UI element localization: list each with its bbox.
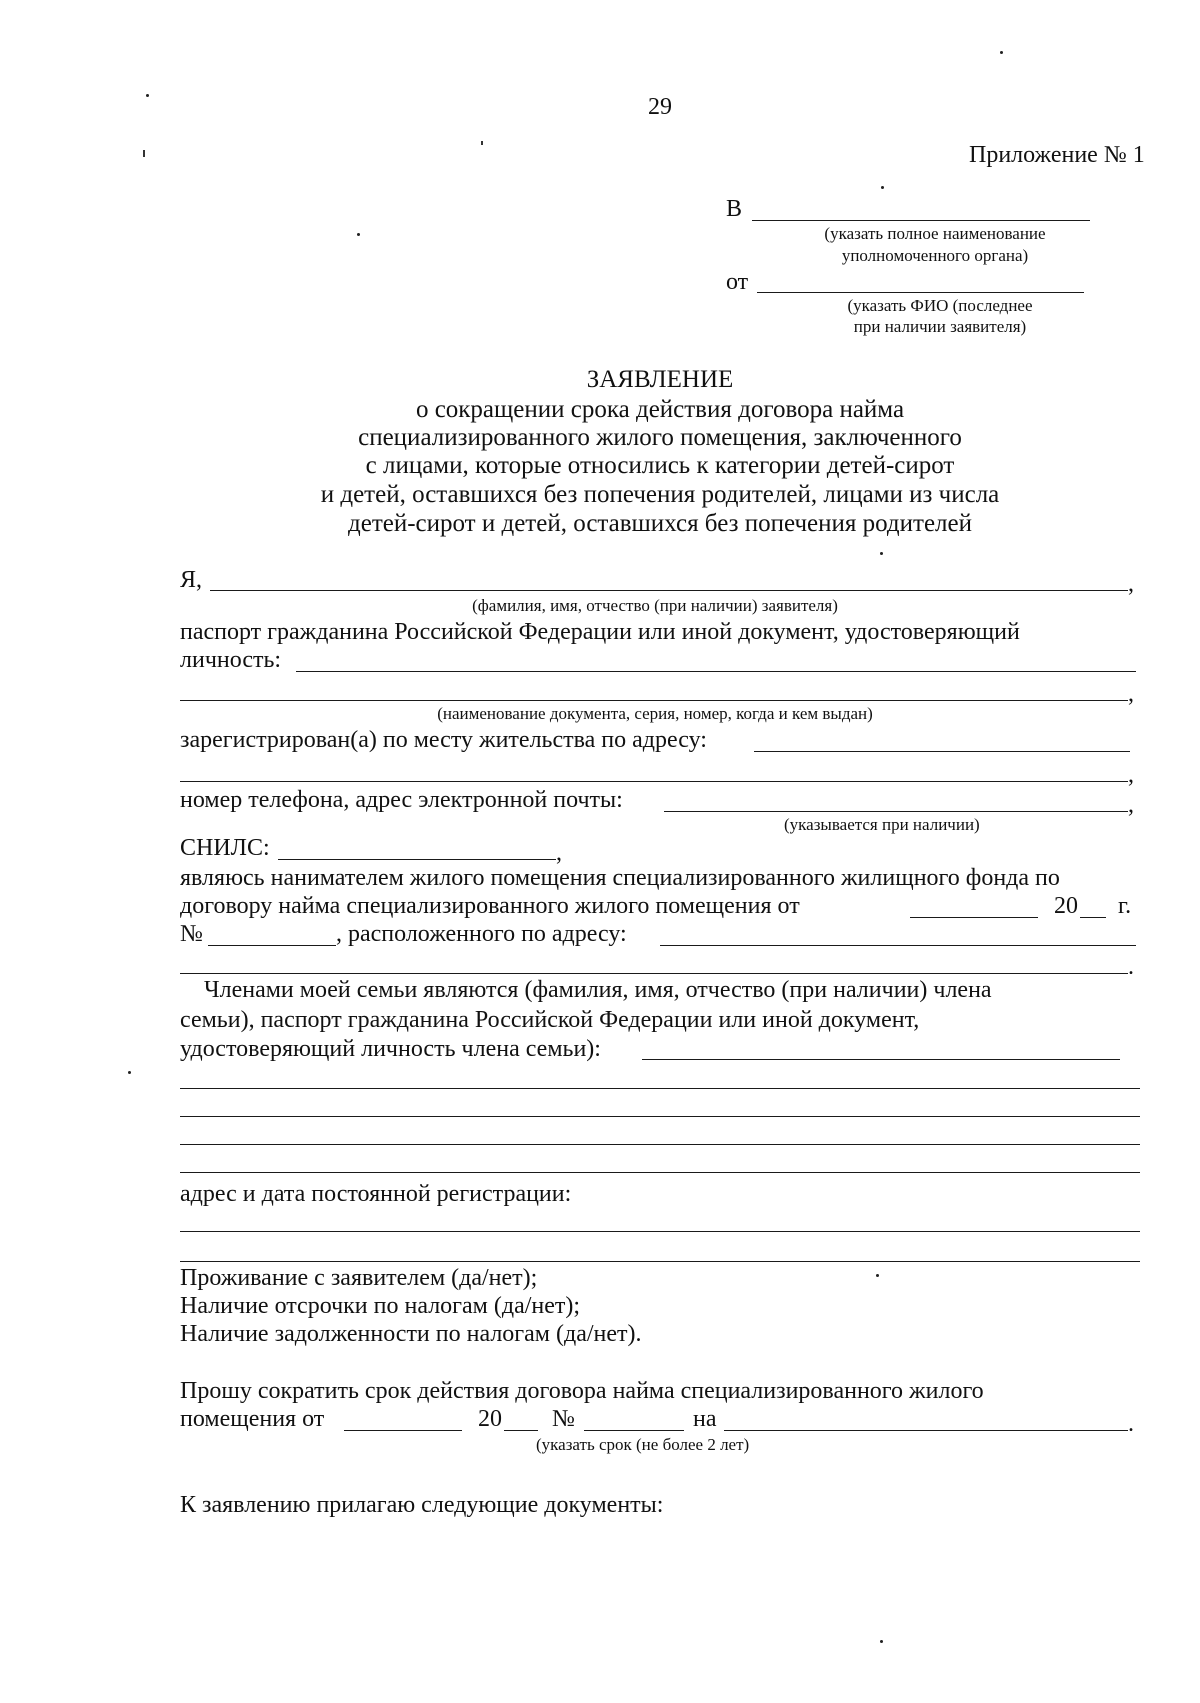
registered-label: зарегистрирован(а) по месту жительства по адресу:	[180, 727, 707, 753]
comma-4: ,	[1128, 792, 1134, 818]
family-members-line-4[interactable]	[180, 1144, 1140, 1145]
attachments-label: К заявлению прилагаю следующие документы:	[180, 1492, 664, 1518]
request-number-sign: №	[552, 1406, 575, 1432]
located-address-line-1[interactable]	[660, 945, 1136, 946]
comma-5: ,	[556, 840, 562, 866]
family-line-3: удостоверяющий личность члена семьи):	[180, 1036, 601, 1062]
request-line-1: Прошу сократить срок действия договора найма специализированного жилого	[180, 1378, 984, 1404]
contract-year-prefix: 20	[1054, 893, 1078, 919]
to-prefix: В	[726, 196, 743, 222]
comma-2: ,	[1128, 681, 1134, 707]
ya-label: Я,	[180, 567, 203, 593]
request-date-line[interactable]	[344, 1430, 462, 1431]
located-address-line-2[interactable]	[180, 973, 1128, 974]
snils-line[interactable]	[278, 859, 556, 860]
family-members-line-5[interactable]	[180, 1172, 1140, 1173]
registered-address-line-2[interactable]	[180, 781, 1128, 782]
scan-speck	[1000, 51, 1003, 54]
family-line-2: семьи), паспорт гражданина Российской Федерации или иной документ,	[180, 1007, 920, 1033]
tax-debt-line: Наличие задолженности по налогам (да/нет).	[180, 1321, 642, 1347]
registered-address-line-1[interactable]	[754, 751, 1130, 752]
phone-hint: (указывается при наличии)	[784, 815, 980, 834]
title-line-4: и детей, оставшихся без попечения родителей, лицами из числа	[320, 481, 1000, 508]
living-with-line: Проживание с заявителем (да/нет);	[180, 1265, 538, 1291]
contract-line: договору найма специализированного жилого помещения от	[180, 893, 800, 919]
document-heading: ЗАЯВЛЕНИЕ	[586, 366, 734, 393]
from-hint-1: (указать ФИО (последнее	[847, 296, 1033, 315]
phone-email-line[interactable]	[664, 811, 1128, 812]
fio-hint: (фамилия, имя, отчество (при наличии) заявителя)	[472, 596, 838, 615]
to-hint-2: уполномоченного органа)	[841, 246, 1029, 265]
from-prefix: от	[726, 269, 749, 295]
identity-doc-line-2[interactable]	[180, 700, 1128, 701]
appendix-label: Приложение № 1	[969, 142, 1145, 168]
comma-3: ,	[1128, 762, 1134, 788]
request-number-line[interactable]	[584, 1430, 684, 1431]
doc-hint: (наименование документа, серия, номер, когда и кем выдан)	[437, 704, 873, 723]
scan-speck	[146, 94, 149, 97]
identity-label: личность:	[180, 647, 282, 673]
family-members-line-3[interactable]	[180, 1116, 1140, 1117]
request-term-line[interactable]	[724, 1430, 1128, 1431]
snils-label: СНИЛС:	[180, 835, 270, 861]
title-line-5: детей-сирот и детей, оставшихся без попечения родителей	[348, 510, 972, 537]
comma-1: ,	[1128, 571, 1134, 597]
contract-year-suffix: г.	[1118, 893, 1132, 919]
from-hint-2: при наличии заявителя)	[853, 317, 1027, 336]
family-members-line-1[interactable]	[642, 1059, 1120, 1060]
scan-speck	[876, 1274, 879, 1277]
contract-number-sign: №	[180, 921, 203, 947]
term-hint: (указать срок (не более 2 лет)	[536, 1435, 750, 1454]
request-on-label: на	[693, 1406, 717, 1432]
address-reg-line-2[interactable]	[180, 1261, 1140, 1262]
identity-doc-line-1[interactable]	[296, 671, 1136, 672]
scan-speck	[357, 233, 360, 236]
scan-speck	[880, 552, 883, 555]
title-line-1: о сокращении срока действия договора найма	[415, 396, 905, 423]
address-reg-line-1[interactable]	[180, 1231, 1140, 1232]
scan-speck	[880, 1640, 883, 1643]
period-2: .	[1128, 1411, 1134, 1437]
request-line-2-prefix: помещения от	[180, 1406, 325, 1432]
scan-speck	[881, 186, 884, 189]
contract-number-line[interactable]	[208, 945, 336, 946]
contract-year-line[interactable]	[1080, 917, 1106, 918]
scan-speck	[481, 141, 483, 145]
tax-deferral-line: Наличие отсрочки по налогам (да/нет);	[180, 1293, 581, 1319]
period-1: .	[1128, 954, 1134, 980]
from-field-line[interactable]	[757, 292, 1084, 293]
request-year-line[interactable]	[504, 1430, 538, 1431]
title-line-2: специализированного жилого помещения, заключенного	[358, 424, 962, 451]
to-field-line[interactable]	[752, 220, 1090, 221]
located-label: , расположенного по адресу:	[336, 921, 627, 947]
title-line-3: с лицами, которые относились к категории детей-сирот	[365, 452, 955, 479]
passport-line: паспорт гражданина Российской Федерации или иной документ, удостоверяющий	[180, 619, 1020, 645]
tenant-line: являюсь нанимателем жилого помещения специализированного жилищного фонда по	[180, 865, 1060, 891]
page-number: 29	[648, 94, 672, 120]
phone-label: номер телефона, адрес электронной почты:	[180, 787, 623, 813]
applicant-name-line[interactable]	[210, 590, 1128, 591]
request-year-prefix: 20	[478, 1406, 502, 1432]
scan-speck	[143, 150, 145, 157]
scan-speck	[128, 1071, 131, 1074]
family-members-line-2[interactable]	[180, 1088, 1140, 1089]
to-hint-1: (указать полное наименование	[824, 224, 1046, 243]
contract-date-line[interactable]	[910, 917, 1038, 918]
address-reg-label: адрес и дата постоянной регистрации:	[180, 1181, 572, 1207]
family-line-1: Членами моей семьи являются (фамилия, имя, отчество (при наличии) члена	[204, 977, 992, 1003]
